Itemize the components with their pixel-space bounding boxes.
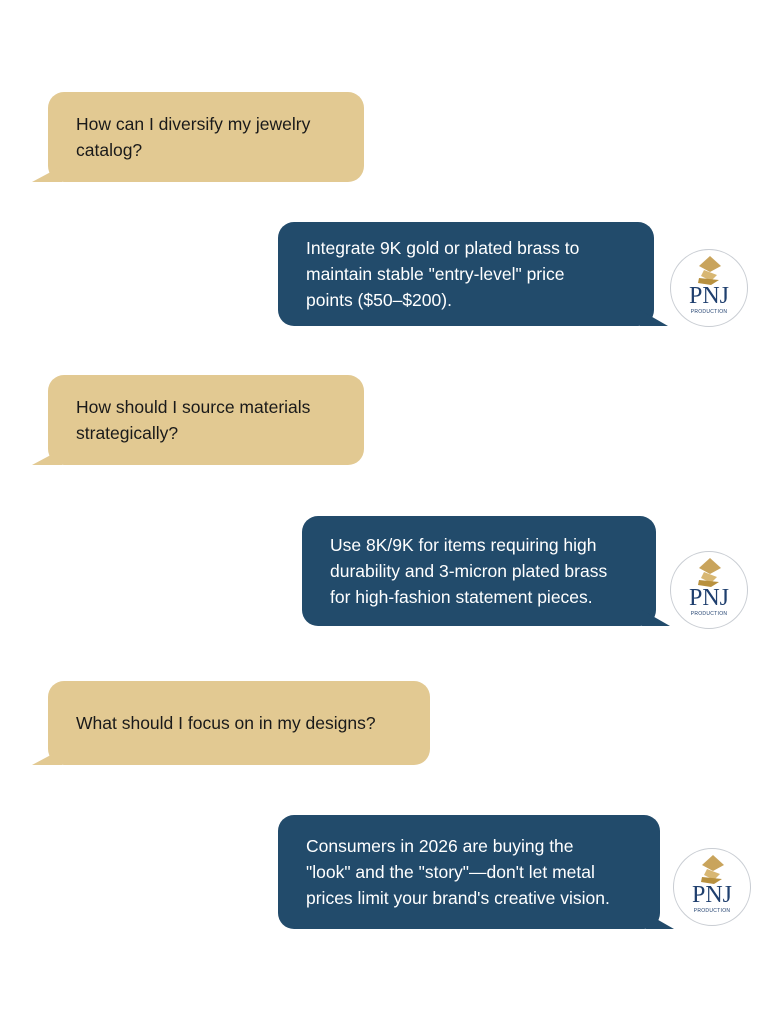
logo-wordmark: PNJ [688,283,730,309]
pnj-logo-avatar [670,249,748,327]
logo-wordmark: PNJ [688,585,730,611]
brand-reply-bubble [302,516,656,626]
logo-subtext: PRODUCTION [690,309,728,315]
brand-reply-bubble [278,815,660,929]
message-text: How can I diversify my jewelry catalog? [76,114,311,160]
logo-subtext: PRODUCTION [690,611,728,617]
message-text: Consumers in 2026 are buying the "look" and the "story"—don't let metal prices limit your brand's creative vision. [306,836,610,908]
user-message-bubble [48,92,364,182]
logo-subtext: PRODUCTION [693,908,731,914]
message-text: What should I focus on in my designs? [76,713,376,733]
logo-wordmark: PNJ [691,882,733,908]
brand-reply-bubble [278,222,654,326]
pnj-logo-avatar [673,848,751,926]
message-text: Use 8K/9K for items requiring high durability and 3-micron plated brass for high-fashion statement pieces. [330,535,608,607]
message-text: How should I source materials strategically? [76,397,311,443]
message-text: Integrate 9K gold or plated brass to maintain stable "entry-level" price points ($50–$200). [306,238,580,310]
pnj-logo-avatar [670,551,748,629]
user-message-bubble [48,375,364,465]
user-message-bubble [48,681,430,765]
